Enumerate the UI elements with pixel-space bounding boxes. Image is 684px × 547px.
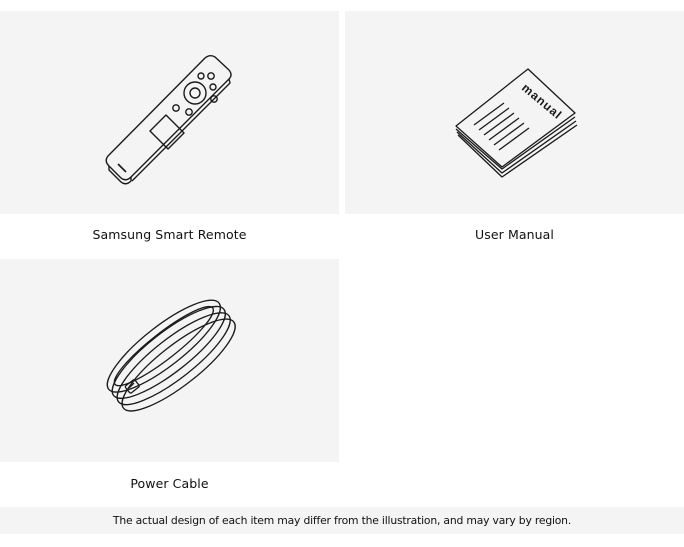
item-caption-remote: Samsung Smart Remote <box>92 227 247 242</box>
remote-control-icon <box>0 11 339 214</box>
item-card-manual <box>345 11 684 214</box>
coiled-cable-icon <box>0 259 339 462</box>
item-card-remote <box>0 11 339 214</box>
item-card-cable <box>0 259 339 462</box>
item-caption-manual: User Manual <box>475 227 554 242</box>
disclaimer-text: The actual design of each item may differ from the illustration, and may vary by region. <box>112 514 572 527</box>
manual-cover-label: manual <box>519 80 565 123</box>
manual-booklet-icon <box>345 11 684 214</box>
item-caption-cable: Power Cable <box>130 476 209 491</box>
disclaimer-bar <box>0 507 684 534</box>
